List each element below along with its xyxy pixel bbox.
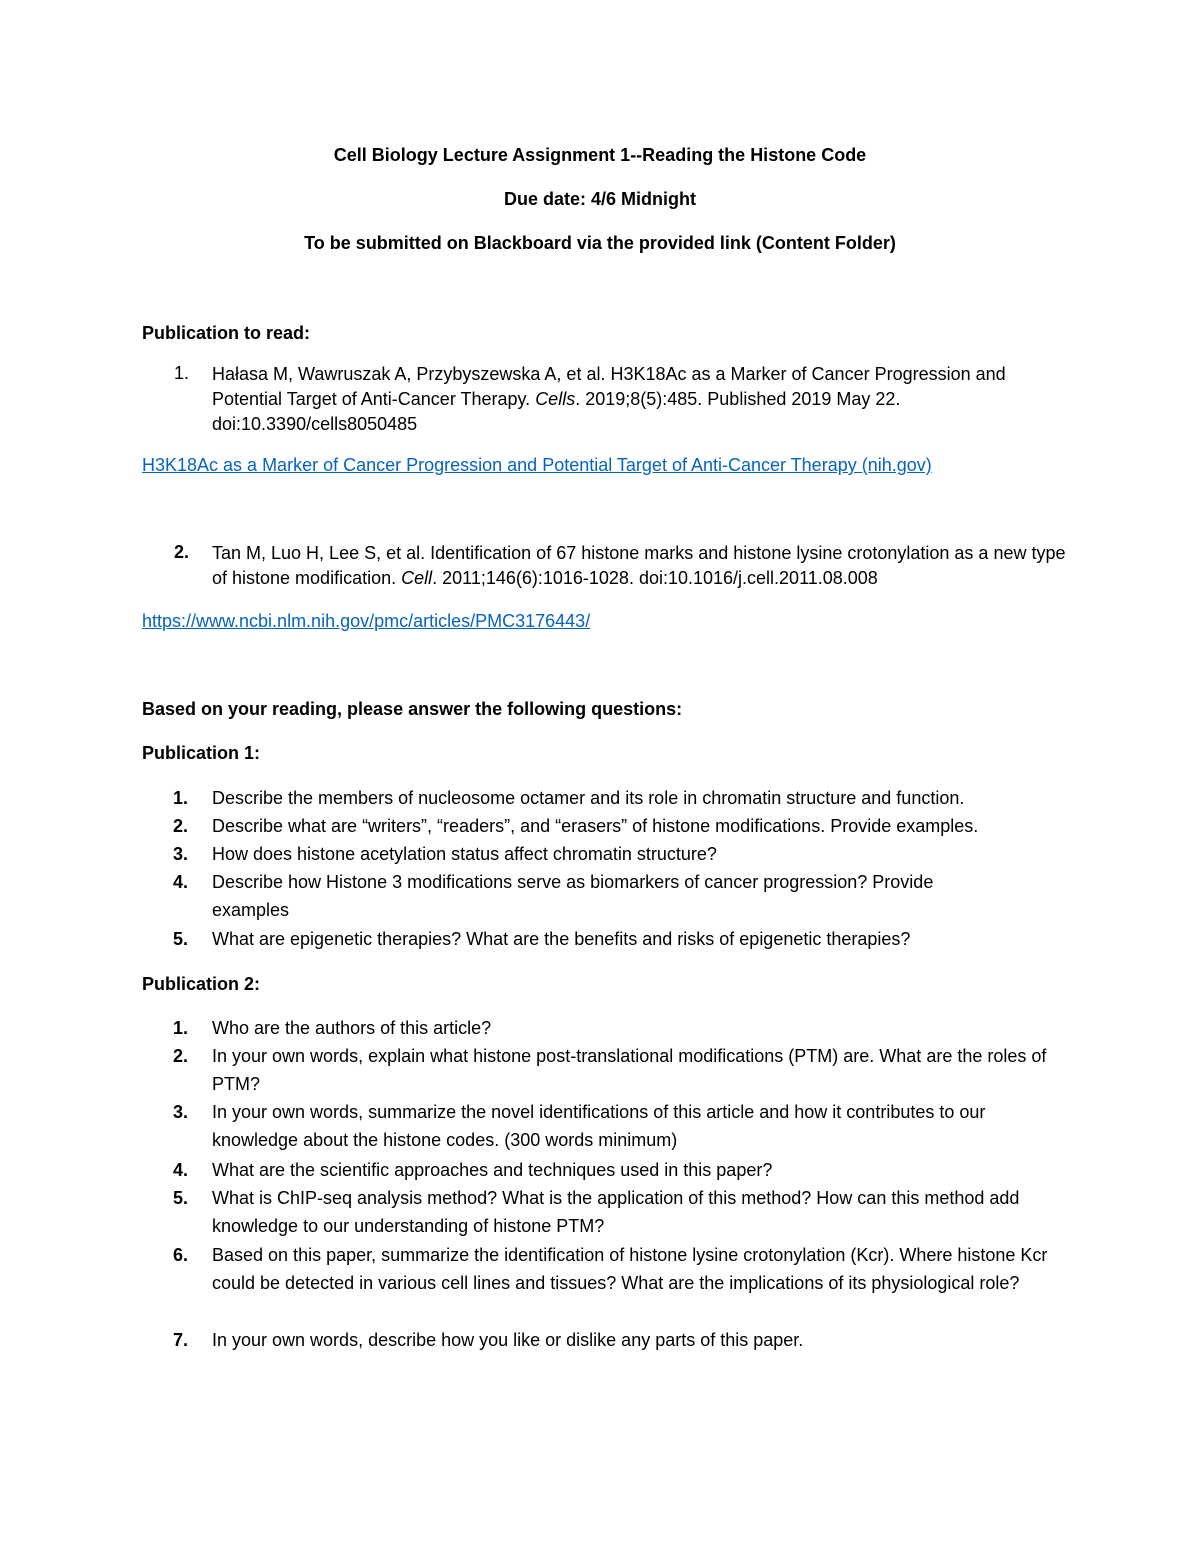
citation-2 xyxy=(212,541,1072,591)
pub2-question: What is ChIP-seq analysis method? What is the application of this method? How can this method add knowledge to our understanding of histone PTM? xyxy=(212,1188,1020,1236)
pub2-question-number: 2. xyxy=(173,1046,189,1066)
due-date: Due date: 4/6 Midnight xyxy=(503,189,696,209)
pub1-question: Describe the members of nucleosome octamer and its role in chromatin structure and function. xyxy=(212,788,965,808)
pub1-question: Describe how Histone 3 modifications serve as biomarkers of cancer progression? Provide examples xyxy=(212,872,934,920)
citation-2-details: . 2011;146(6):1016-1028. doi:10.1016/j.cell.2011.08.008 xyxy=(432,568,878,588)
questions-intro: Based on your reading, please answer the following questions: xyxy=(142,699,683,719)
pub2-question-number: 6. xyxy=(173,1245,189,1265)
pub2-question-number: 7. xyxy=(173,1330,189,1350)
pub2-question-number: 5. xyxy=(173,1188,189,1208)
publication-1-heading: Publication 1: xyxy=(142,743,261,763)
pub2-question: Based on this paper, summarize the identification of histone lysine crotonylation (Kcr). Where histone Kcr could be detected in various cell lines and tissues? What are the implications of its physiological role? xyxy=(212,1245,1048,1293)
submission-note: To be submitted on Blackboard via the provided link (Content Folder) xyxy=(304,233,896,253)
citation-2-text: Tan M, Luo H, Lee S, et al. Identification of 67 histone marks and histone lysine crotonylation as a new type of histone modification. xyxy=(212,543,1066,588)
pub2-question: In your own words, explain what histone post-translational modifications (PTM) are. What are the roles of PTM? xyxy=(212,1046,1047,1094)
publication-1-link[interactable]: H3K18Ac as a Marker of Cancer Progression and Potential Target of Anti-Cancer Therapy (nih.gov) xyxy=(142,455,932,475)
pub1-question-number: 4. xyxy=(173,872,189,892)
citation-1-number: 1. xyxy=(174,363,190,383)
publication-2-heading: Publication 2: xyxy=(142,974,261,994)
citation-2-number: 2. xyxy=(174,542,190,562)
pub1-question-number: 2. xyxy=(173,816,189,836)
pub1-question: How does histone acetylation status affect chromatin structure? xyxy=(212,844,717,864)
pub2-question-number: 1. xyxy=(173,1018,189,1038)
pub2-question: What are the scientific approaches and techniques used in this paper? xyxy=(212,1160,773,1180)
pub2-question: Who are the authors of this article? xyxy=(212,1018,492,1038)
citation-1-journal: Cells xyxy=(535,389,576,409)
assignment-title: Cell Biology Lecture Assignment 1--Reading the Histone Code xyxy=(333,145,867,165)
pub1-question: Describe what are “writers”, “readers”, and “erasers” of histone modifications. Provide examples. xyxy=(212,816,979,836)
publications-heading: Publication to read: xyxy=(142,323,311,343)
citation-1-details: . 2019;8(5):485. Published 2019 May 22. doi:10.3390/cells8050485 xyxy=(212,389,901,434)
pub2-question: In your own words, describe how you like or dislike any parts of this paper. xyxy=(212,1330,804,1350)
pub1-question-number: 5. xyxy=(173,929,189,949)
pub1-question-number: 1. xyxy=(173,788,189,808)
citation-1-text: Hałasa M, Wawruszak A, Przybyszewska A, et al. H3K18Ac as a Marker of Cancer Progression and Potential Target of Anti-Cancer Therapy. xyxy=(212,364,1006,409)
pub1-question: What are epigenetic therapies? What are the benefits and risks of epigenetic therapies? xyxy=(212,929,911,949)
pub2-question-number: 4. xyxy=(173,1160,189,1180)
citation-2-journal: Cell xyxy=(401,568,433,588)
publication-2-link[interactable]: https://www.ncbi.nlm.nih.gov/pmc/articles/PMC3176443/ xyxy=(142,611,591,631)
pub2-question: In your own words, summarize the novel identifications of this article and how it contributes to our knowledge about the histone codes. (300 words minimum) xyxy=(212,1102,986,1150)
pub1-question-number: 3. xyxy=(173,844,189,864)
pub2-question-number: 3. xyxy=(173,1102,189,1122)
citation-1 xyxy=(212,362,1072,437)
